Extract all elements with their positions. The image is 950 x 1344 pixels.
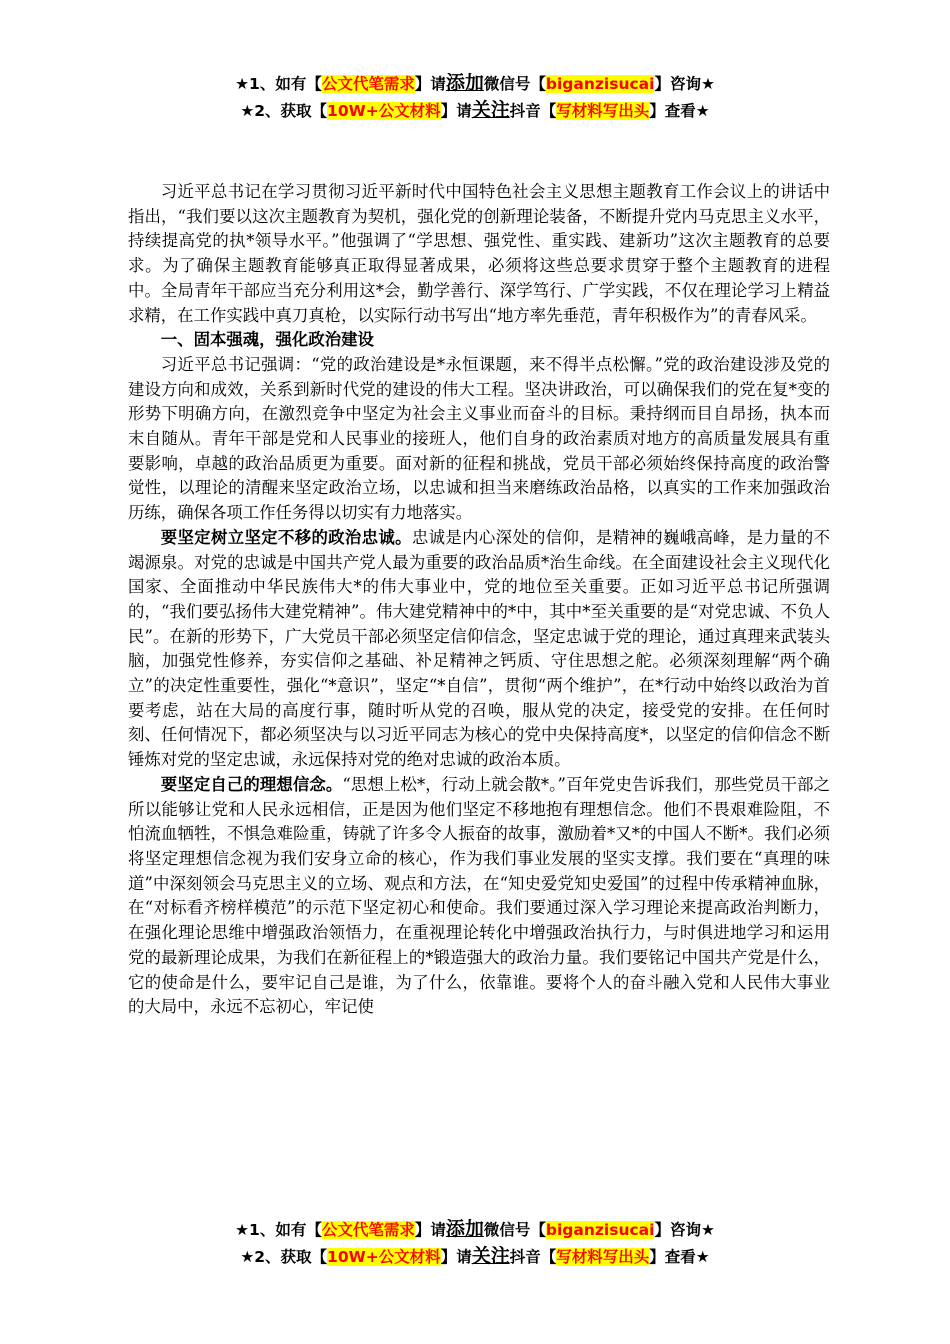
banner-text: 微信号【 — [483, 75, 546, 93]
banner-text: 微信号【 — [483, 1221, 546, 1239]
banner-text: 】请 — [414, 75, 446, 93]
paragraph-lead: 要坚定自己的理想信念。 — [160, 774, 343, 794]
banner-text: 】咨询★ — [654, 1221, 715, 1239]
banner-line-1 — [0, 1216, 950, 1243]
banner-text: ★1、如有【 — [235, 1221, 322, 1239]
body-paragraph: 习近平总书记强调：“党的政治建设是*永恒课题，来不得半点松懈。”党的政治建设涉及党的建设方向和成效，关系到新时代党的建设的伟大工程。坚决讲政治，可以确保我们的党在复*变的形势下明确方向，在激烈竞争中坚定为社会主义事业而奋斗的目标。秉持纲而目自昂扬，执本而末自随从。青年干部是党和人民事业的接班人，他们自身的政治素质对地方的高质量发展具有重要影响，卓越的政治品质更为重要。面对新的征程和挑战，党员干部必须始终保持高度的政治警觉性，以理论的清醒来坚定政治立场，以忠诚和担当来磨练政治品格，以真实的工作来加强政治历练，确保各项工作任务得以切实有力地落实。 — [128, 354, 830, 523]
banner-text: 抖音【 — [509, 1248, 557, 1266]
body-paragraph — [128, 526, 830, 773]
paragraph-lead: 要坚定树立坚定不移的政治忠诚。 — [160, 527, 412, 547]
footer-banner — [0, 1216, 950, 1270]
banner-wechat-id: biganzisucai — [545, 1221, 655, 1239]
body-paragraph — [128, 773, 830, 1020]
banner-text: ★2、获取【 — [240, 102, 328, 120]
banner-text: ★2、获取【 — [240, 1248, 328, 1266]
banner-line-1 — [0, 70, 950, 97]
banner-text: 】请 — [440, 102, 472, 120]
banner-douyin-id: 写材料写出头 — [556, 102, 650, 120]
banner-line-2 — [0, 1243, 950, 1270]
section-heading: 一、固本强魂，强化政治建设 — [160, 330, 374, 350]
banner-text: 】查看★ — [649, 102, 710, 120]
paragraph-text: “思想上松*，行动上就会散*。”百年党史告诉我们，那些党员干部之所以能够让党和人民永远相信，正是因为他们坚定不移地抱有理想信念。他们不畏艰难险阻，不怕流血牺牲，不惧急难险重，铸就了许多令人振奋的故事，激励着*又*的中国人不断*。我们必须将坚定理想信念视为我们安身立命的核心，作为我们事业发展的坚实支撑。我们要在“真理的味道”中深刻领会马克思主义的立场、观点和方法，在“知史爱党知史爱国”的过程中传承精神血脉，在“对标看齐榜样模范”的示范下坚定初心和使命。我们要通过深入学习理论来提高政治判断力，在强化理论思维中增强政治领悟力，在重视理论转化中增强政治执行力，与时俱进地学习和运用党的最新理论成果，为我们在新征程上的*锻造强大的政治力量。我们要铭记中国共产党是什么，它的使命是什么，要牢记自己是谁，为了什么，依靠谁。要将个人的奋斗融入党和人民伟大事业的大局中，永远不忘初心，牢记使 — [128, 774, 831, 1017]
banner-douyin-id: 写材料写出头 — [556, 1248, 650, 1266]
paragraph-text: 忠诚是内心深处的信仰，是精神的巍峨高峰，是力量的不竭源泉。对党的忠诚是中国共产党人最为重要的政治品质*治生命线。在全面建设社会主义现代化国家、全面推动中华民族伟大*的伟大事业中，党的地位至关重要。正如习近平总书记所强调的，“我们要弘扬伟大建党精神”。伟大建党精神中的*中，其中*至关重要的是“对党忠诚、不负人民”。在新的形势下，广大党员干部必须坚定信仰信念，坚定忠诚于党的理论，通过真理来武装头脑，加强党性修养，夯实信仰之基础、补足精神之钙质、守住思想之舵。必须深刻理解“两个确立”的决定性重要性，强化“*意识”，坚定“*自信”，贯彻“两个维护”，在*行动中始终以政治为首要考虑，站在大局的高度行事，随时听从党的召唤，服从党的决定，接受党的安排。在任何时刻、任何情况下，都必须坚决与以习近平同志为核心的党中央保持高度*，以坚定的信仰信念不断锤炼对党的坚定忠诚，永远保持对党的绝对忠诚的政治本质。 — [128, 527, 831, 770]
intro-paragraph: 习近平总书记在学习贯彻习近平新时代中国特色社会主义思想主题教育工作会议上的讲话中指出，“我们要以这次主题教育为契机，强化党的创新理论装备，不断提升党内马克思主义水平，持续提高党的执*领导水平。”他强调了“学思想、强党性、重实践、建新功”这次主题教育的总要求。为了确保主题教育能够真正取得显著成果，必须将这些总要求贯穿于整个主题教育的进程中。全局青年干部应当充分利用这*会，勤学善行、深学笃行、广学实践，不仅在理论学习上精益求精，在工作实践中真刀真枪，以实际行动书写出“地方率先垂范，青年积极作为”的青春风采。 — [128, 182, 830, 325]
banner-emphasis: 关注 — [471, 1245, 510, 1267]
banner-text: 】请 — [414, 1221, 446, 1239]
banner-text: 】请 — [440, 1248, 472, 1266]
banner-emphasis: 添加 — [445, 1218, 484, 1240]
banner-text: 抖音【 — [509, 102, 557, 120]
banner-wechat-id: biganzisucai — [545, 75, 655, 93]
banner-highlight: 公文代笔需求 — [321, 1221, 415, 1239]
banner-text: 】咨询★ — [654, 75, 715, 93]
banner-text: ★1、如有【 — [235, 75, 322, 93]
banner-line-2 — [0, 97, 950, 124]
banner-highlight: 10W+公文材料 — [327, 102, 441, 120]
banner-emphasis: 添加 — [445, 72, 484, 94]
banner-highlight: 10W+公文材料 — [327, 1248, 441, 1266]
banner-text: 】查看★ — [649, 1248, 710, 1266]
banner-emphasis: 关注 — [471, 99, 510, 121]
document-body — [128, 180, 830, 1020]
header-banner — [0, 70, 950, 124]
banner-highlight: 公文代笔需求 — [321, 75, 415, 93]
